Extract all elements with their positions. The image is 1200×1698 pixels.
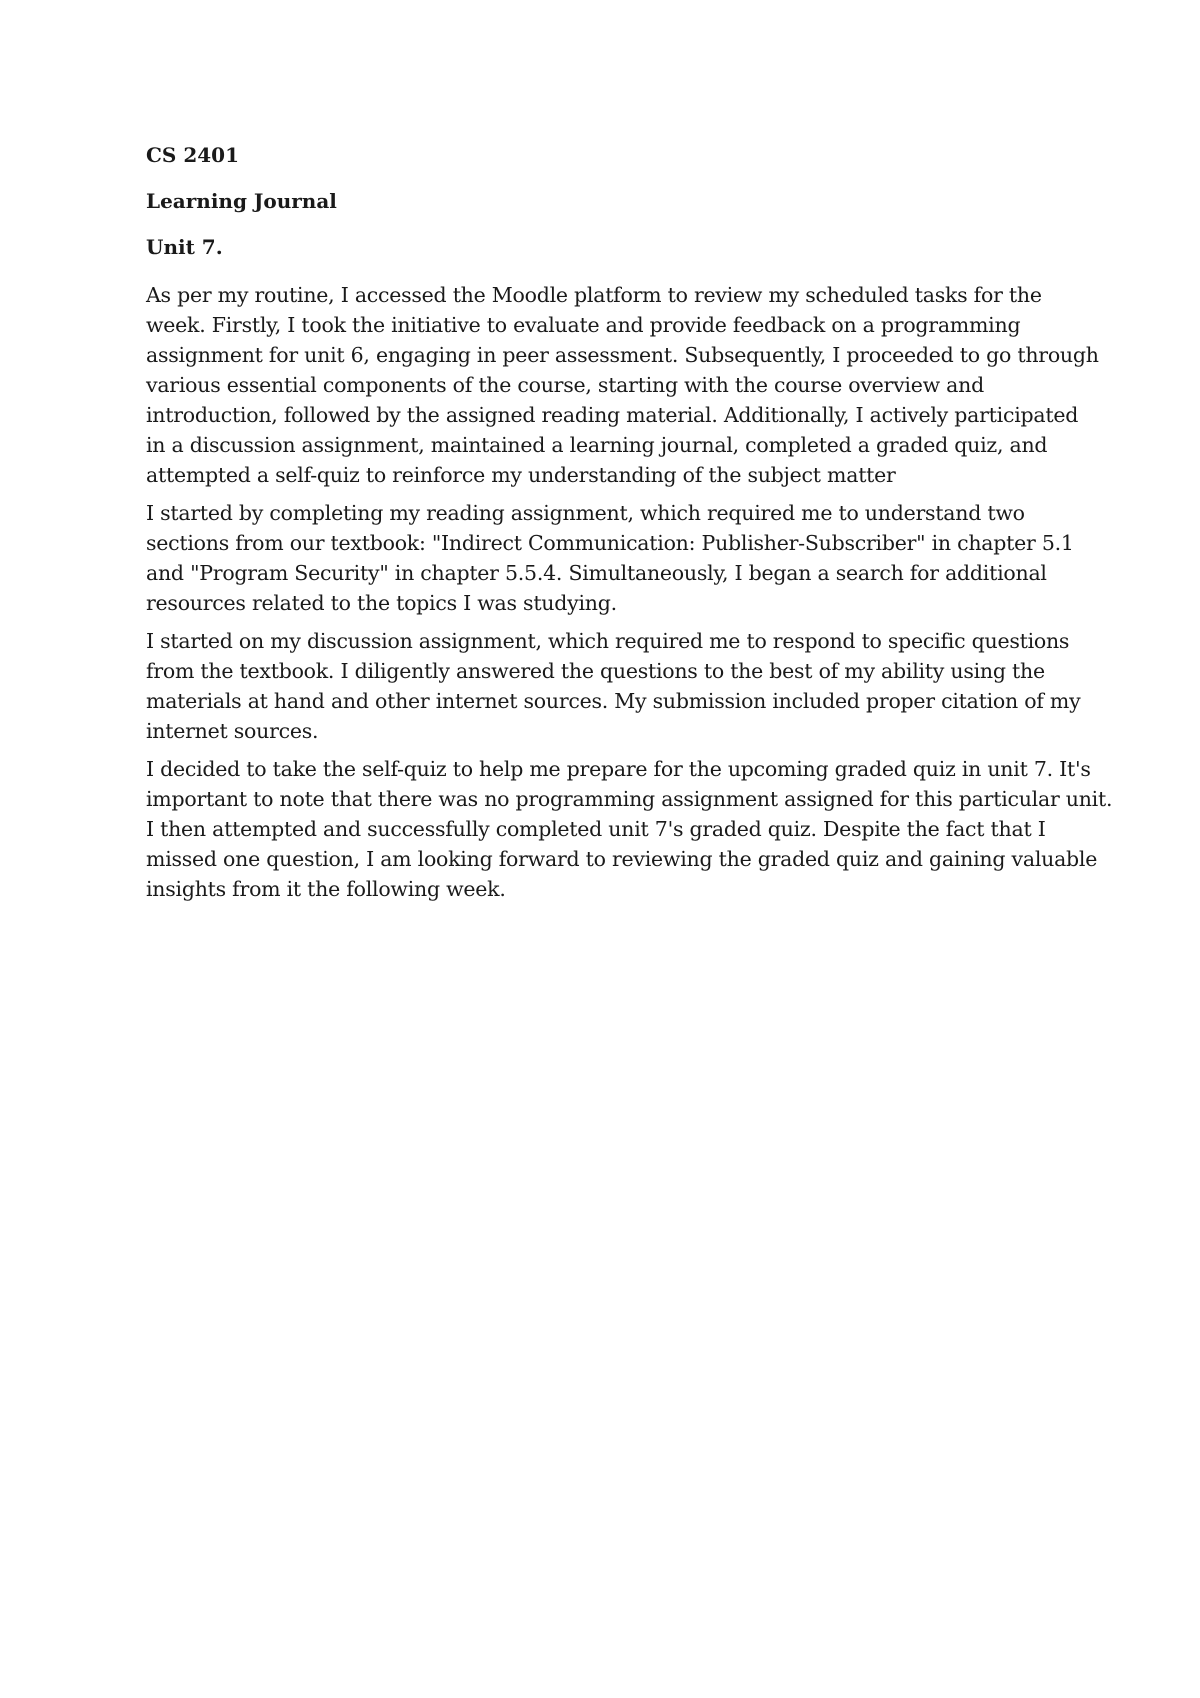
paragraph-4: [146, 754, 1113, 904]
text-line: materials at hand and other internet sources. My submission included proper citation of my: [146, 689, 1081, 713]
text-line: I then attempted and successfully completed unit 7's graded quiz. Despite the fact that I: [146, 817, 1046, 841]
text-line: introduction, followed by the assigned reading material. Additionally, I actively participated: [146, 403, 1079, 427]
text-line: assignment for unit 6, engaging in peer assessment. Subsequently, I proceeded to go through: [146, 343, 1099, 367]
paragraph-3: [146, 626, 1081, 746]
text-line: important to note that there was no programming assignment assigned for this particular unit.: [146, 787, 1113, 811]
text-line: insights from it the following week.: [146, 877, 506, 901]
document-body: [146, 142, 1113, 912]
text-line: As per my routine, I accessed the Moodle platform to review my scheduled tasks for the: [146, 283, 1042, 307]
text-line: in a discussion assignment, maintained a learning journal, completed a graded quiz, and: [146, 433, 1048, 457]
text-line: and "Program Security" in chapter 5.5.4. Simultaneously, I began a search for additional: [146, 561, 1047, 585]
text-line: attempted a self-quiz to reinforce my understanding of the subject matter: [146, 463, 896, 487]
text-line: from the textbook. I diligently answered the questions to the best of my ability using the: [146, 659, 1045, 683]
text-line: I started by completing my reading assignment, which required me to understand two: [146, 501, 1025, 525]
course-code: CS 2401: [146, 143, 239, 167]
text-line: internet sources.: [146, 719, 319, 743]
paragraph-2: [146, 498, 1074, 618]
text-line: I started on my discussion assignment, which required me to respond to specific questions: [146, 629, 1070, 653]
text-line: week. Firstly, I took the initiative to evaluate and provide feedback on a programming: [146, 313, 1021, 337]
text-line: various essential components of the course, starting with the course overview and: [146, 373, 984, 397]
text-line: missed one question, I am looking forward to reviewing the graded quiz and gaining valuable: [146, 847, 1098, 871]
text-line: sections from our textbook: "Indirect Communication: Publisher-Subscriber" in chapter 5.1: [146, 531, 1074, 555]
document-title: Learning Journal: [146, 189, 337, 213]
paragraph-1: [146, 280, 1099, 490]
text-line: I decided to take the self-quiz to help me prepare for the upcoming graded quiz in unit 7. It's: [146, 757, 1091, 781]
text-line: resources related to the topics I was studying.: [146, 591, 617, 615]
unit-heading: Unit 7.: [146, 235, 223, 259]
